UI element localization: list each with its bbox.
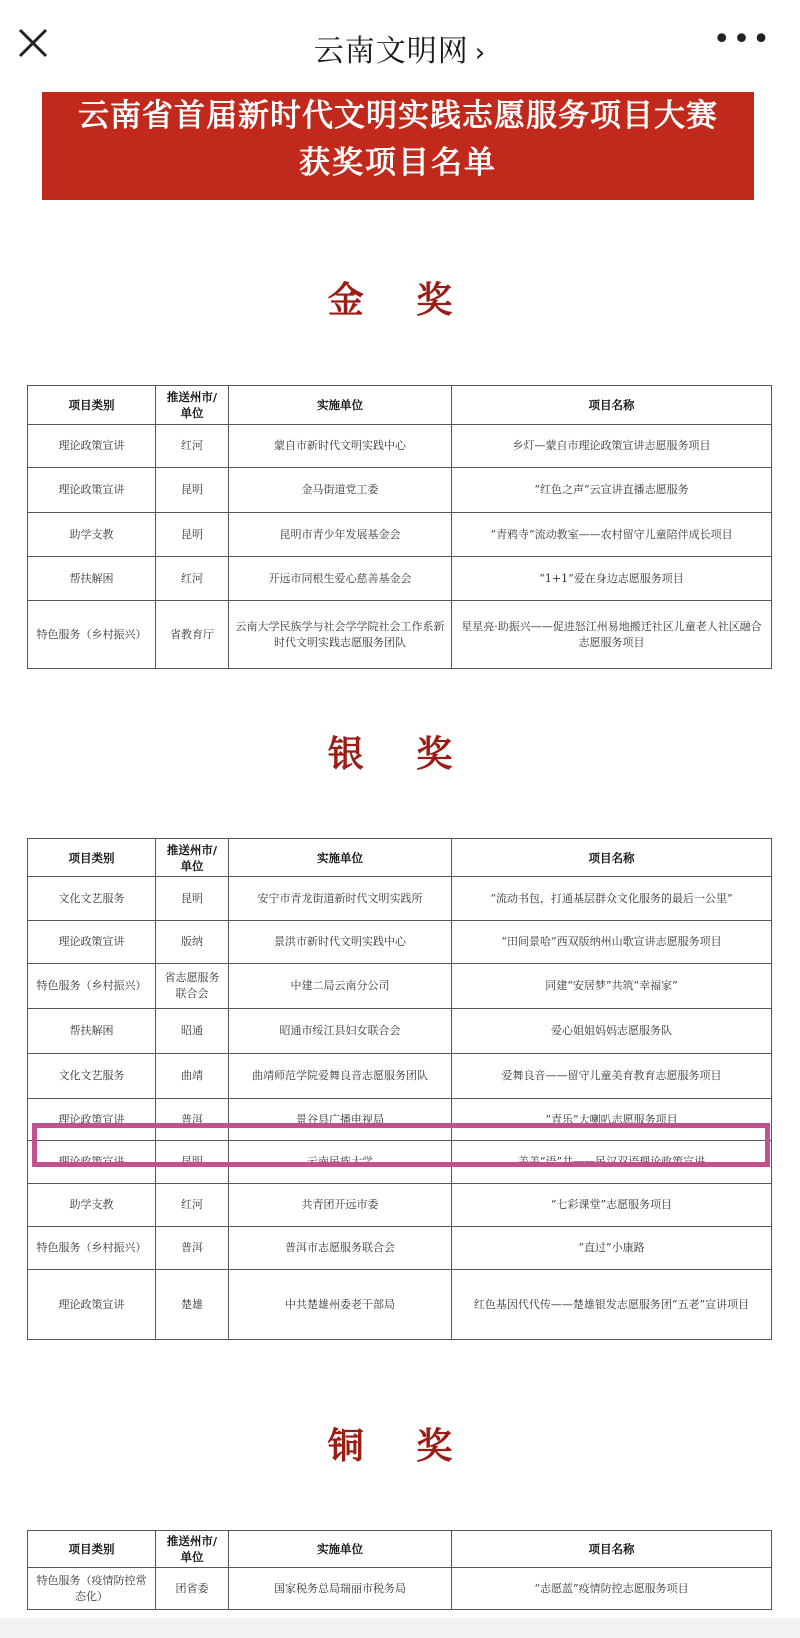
cell-category: 助学支教 [28, 513, 156, 557]
cell-project: 爱舞良音——留守儿童美育教育志愿服务项目 [452, 1054, 772, 1099]
cell-unit: 普洱市志愿服务联合会 [229, 1227, 452, 1270]
silver-award-table [27, 838, 772, 1340]
cell-region: 昆明 [156, 1141, 229, 1184]
cell-project: “志愿蓝”疫情防控志愿服务项目 [452, 1568, 772, 1610]
col-header-project: 项目名称 [452, 839, 772, 877]
table-row [28, 468, 772, 513]
col-header-category: 项目类别 [28, 386, 156, 425]
cell-unit: 昆明市青少年发展基金会 [229, 513, 452, 557]
cell-category: 特色服务（乡村振兴） [28, 964, 156, 1009]
cell-project: 爱心姐姐妈妈志愿服务队 [452, 1009, 772, 1054]
table-row [28, 921, 772, 964]
cell-project: 星星亮·助振兴——促进怒江州易地搬迁社区儿童老人社区融合志愿服务项目 [452, 601, 772, 669]
cell-unit: 云南大学民族学与社会学学院社会工作系新时代文明实践志愿服务团队 [229, 601, 452, 669]
cell-category: 理论政策宣讲 [28, 468, 156, 513]
cell-project: 美美“语”共——民汉双语理论政策宣讲 [452, 1141, 772, 1184]
top-nav-bar [0, 0, 800, 92]
col-header-unit: 实施单位 [229, 386, 452, 425]
cell-category: 特色服务（疫情防控常态化） [28, 1568, 156, 1610]
account-title-link[interactable] [0, 22, 800, 70]
cell-category: 理论政策宣讲 [28, 1141, 156, 1184]
cell-region: 红河 [156, 425, 229, 468]
cell-category: 理论政策宣讲 [28, 1099, 156, 1141]
cell-unit: 曲靖师范学院爱舞良音志愿服务团队 [229, 1054, 452, 1099]
bottom-edge [0, 1618, 800, 1638]
more-options-icon[interactable]: ••• [712, 22, 772, 57]
table-row [28, 1141, 772, 1184]
col-header-project: 项目名称 [452, 1531, 772, 1568]
title-banner [42, 92, 754, 200]
cell-category: 理论政策宣讲 [28, 921, 156, 964]
banner-line1: 云南省首届新时代文明实践志愿服务项目大赛 [78, 98, 718, 134]
cell-project: “青乐”大喇叭志愿服务项目 [452, 1099, 772, 1141]
cell-region: 省志愿服务联合会 [156, 964, 229, 1009]
table-row [28, 1184, 772, 1227]
cell-region: 普洱 [156, 1227, 229, 1270]
cell-category: 文化文艺服务 [28, 877, 156, 921]
cell-region: 版纳 [156, 921, 229, 964]
col-header-region: 推送州市/单位 [156, 839, 229, 877]
cell-category: 理论政策宣讲 [28, 425, 156, 468]
cell-category: 理论政策宣讲 [28, 1270, 156, 1340]
table-row [28, 1568, 772, 1610]
cell-project: “流动书包，打通基层群众文化服务的最后一公里” [452, 877, 772, 921]
cell-unit: 金马街道党工委 [229, 468, 452, 513]
cell-region: 昆明 [156, 468, 229, 513]
table-row [28, 1270, 772, 1340]
table-row [28, 1009, 772, 1054]
cell-unit: 景洪市新时代文明实践中心 [229, 921, 452, 964]
cell-project: “青鸦寺”流动教室——农村留守儿童陪伴成长项目 [452, 513, 772, 557]
table-row [28, 1099, 772, 1141]
cell-project: “直过”小康路 [452, 1227, 772, 1270]
cell-region: 昭通 [156, 1009, 229, 1054]
cell-category: 特色服务（乡村振兴） [28, 1227, 156, 1270]
cell-unit: 安宁市青龙街道新时代文明实践所 [229, 877, 452, 921]
table-row [28, 877, 772, 921]
cell-project: 红色基因代代传——楚雄银发志愿服务团“五老”宣讲项目 [452, 1270, 772, 1340]
cell-category: 帮扶解困 [28, 1009, 156, 1054]
cell-project: 同建“安居梦”共筑“幸福家” [452, 964, 772, 1009]
account-name: 云南文明网 [313, 34, 469, 69]
cell-unit: 中共楚雄州委老干部局 [229, 1270, 452, 1340]
silver-award-heading: 银 奖 [327, 733, 473, 775]
cell-category: 特色服务（乡村振兴） [28, 601, 156, 669]
cell-region: 红河 [156, 1184, 229, 1227]
cell-project: “1+1”爱在身边志愿服务项目 [452, 557, 772, 601]
cell-project: “七彩课堂”志愿服务项目 [452, 1184, 772, 1227]
cell-category: 帮扶解困 [28, 557, 156, 601]
table-row [28, 1227, 772, 1270]
cell-project: 乡灯—蒙自市理论政策宣讲志愿服务项目 [452, 425, 772, 468]
cell-unit: 中建二局云南分公司 [229, 964, 452, 1009]
col-header-project: 项目名称 [452, 386, 772, 425]
cell-region: 红河 [156, 557, 229, 601]
cell-unit: 景谷县广播电视局 [229, 1099, 452, 1141]
cell-region: 楚雄 [156, 1270, 229, 1340]
cell-region: 昆明 [156, 513, 229, 557]
chevron-right-icon: › [474, 38, 487, 68]
cell-region: 省教育厅 [156, 601, 229, 669]
table-row [28, 964, 772, 1009]
cell-project: “田间景哈”西双版纳州山歌宣讲志愿服务项目 [452, 921, 772, 964]
cell-region: 团省委 [156, 1568, 229, 1610]
cell-project: “红色之声”云宣讲直播志愿服务 [452, 468, 772, 513]
cell-unit: 开远市同根生爱心慈善基金会 [229, 557, 452, 601]
col-header-unit: 实施单位 [229, 1531, 452, 1568]
cell-unit: 云南民族大学 [229, 1141, 452, 1184]
table-row [28, 601, 772, 669]
table-row [28, 425, 772, 468]
bronze-award-heading: 铜 奖 [327, 1425, 473, 1467]
bronze-award-table [27, 1530, 772, 1610]
col-header-region: 推送州市/单位 [156, 1531, 229, 1568]
cell-category: 文化文艺服务 [28, 1054, 156, 1099]
banner-line2: 获奖项目名单 [299, 145, 497, 181]
cell-region: 昆明 [156, 877, 229, 921]
col-header-region: 推送州市/单位 [156, 386, 229, 425]
table-row [28, 1054, 772, 1099]
gold-award-heading: 金 奖 [327, 279, 473, 321]
cell-unit: 共青团开远市委 [229, 1184, 452, 1227]
gold-award-table [27, 385, 772, 669]
cell-category: 助学支教 [28, 1184, 156, 1227]
table-row [28, 557, 772, 601]
cell-region: 普洱 [156, 1099, 229, 1141]
cell-unit: 昭通市绥江县妇女联合会 [229, 1009, 452, 1054]
col-header-category: 项目类别 [28, 1531, 156, 1568]
table-row [28, 513, 772, 557]
cell-region: 曲靖 [156, 1054, 229, 1099]
cell-unit: 蒙自市新时代文明实践中心 [229, 425, 452, 468]
col-header-unit: 实施单位 [229, 839, 452, 877]
cell-unit: 国家税务总局瑞丽市税务局 [229, 1568, 452, 1610]
col-header-category: 项目类别 [28, 839, 156, 877]
